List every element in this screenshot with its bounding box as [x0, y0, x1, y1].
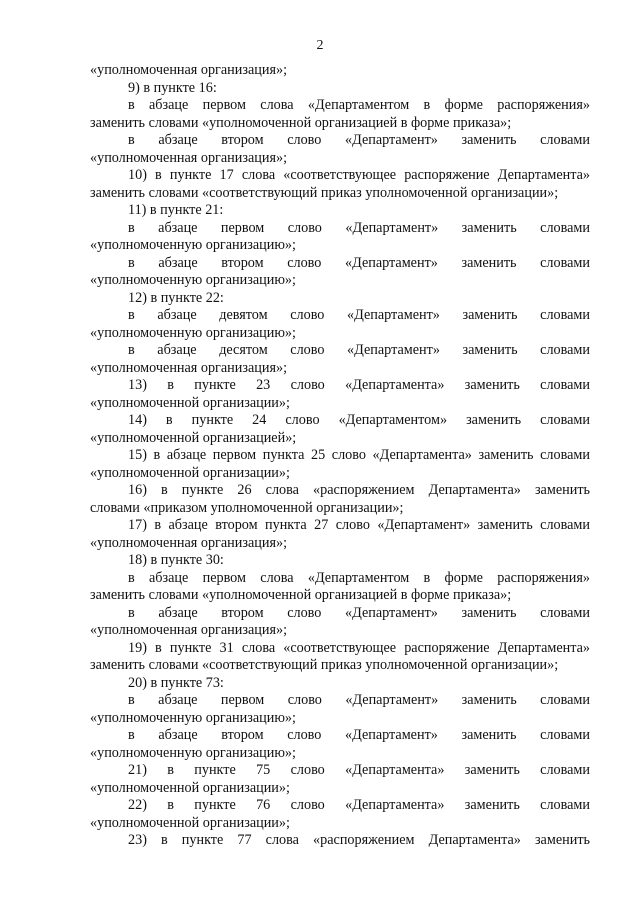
text-line: «уполномоченной организации»;: [90, 394, 290, 411]
text-line: в абзаце первом слово «Департамент» заменить словами: [128, 692, 590, 708]
text-line: «уполномоченная организация»;: [90, 149, 288, 166]
text-line: «уполномоченную организацию»;: [90, 324, 296, 341]
text-line: 18) в пункте 30:: [128, 552, 224, 568]
text-line: 15) в абзаце первом пункта 25 слово «Департамента» заменить словами: [128, 447, 590, 463]
text-line: 20) в пункте 73:: [128, 674, 224, 691]
page-number: 2: [316, 38, 324, 53]
text-line: 11) в пункте 21:: [128, 202, 224, 218]
text-line: 14) в пункте 24 слово «Департаментом» заменить словами: [128, 412, 590, 428]
text-line: «уполномоченной организации»;: [90, 464, 290, 481]
text-line: 17) в абзаце втором пункта 27 слово «Департамент» заменить словами: [128, 517, 590, 533]
text-line: в абзаце втором слово «Департамент» заменить словами: [128, 727, 590, 743]
text-line: 9) в пункте 16:: [128, 79, 217, 96]
text-line: «уполномоченная организация»;: [90, 534, 288, 551]
text-line: 16) в пункте 26 слова «распоряжением Департамента» заменить: [128, 482, 590, 498]
text-line: заменить словами «соответствующий приказ уполномоченной организации»;: [90, 184, 559, 201]
text-line: «уполномоченная организация»;: [90, 359, 288, 376]
text-line: в абзаце втором слово «Департамент» заменить словами: [128, 604, 590, 621]
text-line: 10) в пункте 17 слова «соответствующее распоряжение Департамента»: [128, 167, 590, 183]
text-line: «уполномоченную организацию»;: [90, 744, 296, 761]
text-line: заменить словами «уполномоченной организацией в форме приказа»;: [90, 587, 512, 603]
text-line: в абзаце девятом слово «Департамент» заменить словами: [128, 307, 590, 323]
text-line: 21) в пункте 75 слово «Департамента» заменить словами: [128, 762, 590, 778]
text-line: словами «приказом уполномоченной организации»;: [90, 499, 404, 516]
text-line: в абзаце первом слова «Департаментом в форме распоряжения»: [128, 569, 590, 586]
text-line: в абзаце втором слово «Департамент» заменить словами: [128, 132, 590, 148]
text-line: «уполномоченная организация»;: [90, 622, 288, 638]
text-line: «уполномоченная организация»;: [90, 62, 288, 78]
text-line: 13) в пункте 23 слово «Департамента» заменить словами: [128, 377, 590, 393]
text-line: в абзаце первом слова «Департаментом в форме распоряжения»: [128, 97, 590, 113]
text-line: «уполномоченную организацию»;: [90, 272, 296, 288]
text-line: 22) в пункте 76 слово «Департамента» заменить словами: [128, 797, 590, 813]
text-line: «уполномоченную организацию»;: [90, 237, 296, 253]
text-line: заменить словами «уполномоченной организацией в форме приказа»;: [90, 114, 512, 131]
text-line: «уполномоченной организации»;: [90, 814, 290, 831]
text-line: в абзаце десятом слово «Департамент» заменить словами: [128, 342, 590, 358]
text-line: 23) в пункте 77 слова «распоряжением Департамента» заменить: [128, 832, 590, 848]
text-line: в абзаце втором слово «Департамент» заменить словами: [128, 254, 590, 271]
text-line: 12) в пункте 22:: [128, 289, 224, 306]
text-line: 19) в пункте 31 слова «соответствующее распоряжение Департамента»: [128, 639, 590, 656]
text-line: «уполномоченной организации»;: [90, 779, 290, 796]
text-line: заменить словами «соответствующий приказ уполномоченной организации»;: [90, 657, 559, 673]
text-line: в абзаце первом слово «Департамент» заменить словами: [128, 219, 590, 236]
document-body: [90, 62, 590, 850]
text-line: «уполномоченной организацией»;: [90, 429, 297, 446]
text-line: «уполномоченную организацию»;: [90, 709, 296, 726]
